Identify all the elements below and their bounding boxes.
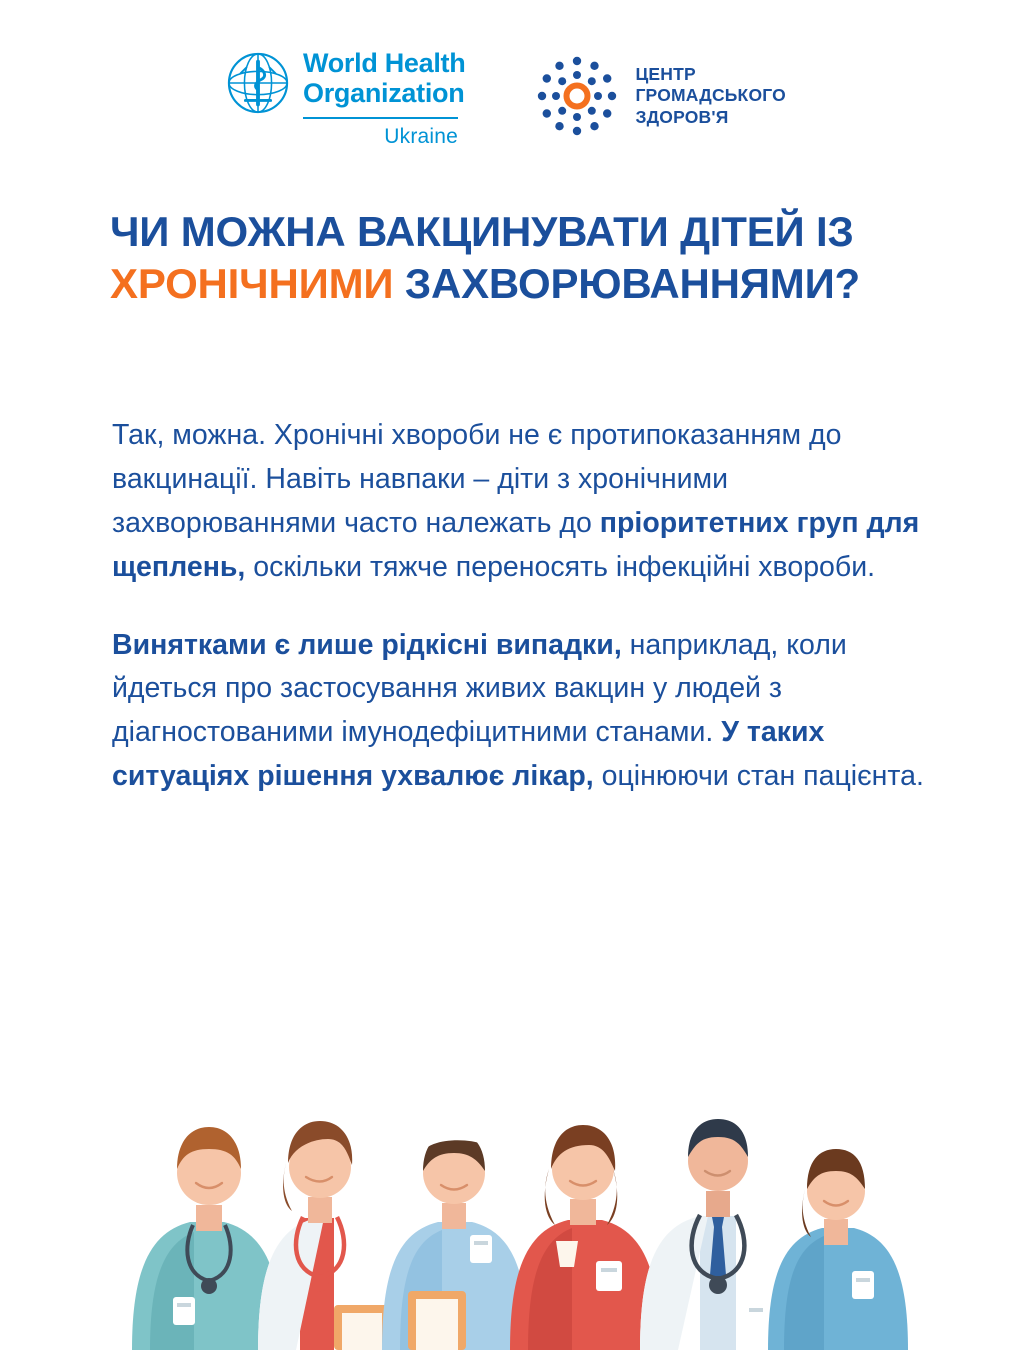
headline-accent: ХРОНІЧНИМИ — [110, 259, 394, 307]
page-title — [110, 206, 940, 309]
who-logo — [227, 48, 465, 149]
paragraph-2 — [112, 624, 942, 800]
paragraph-1 — [112, 414, 942, 590]
paragraph-2-text-b: наприклад, коли йдеться про застосування живих вакцин у людей з діагностованими імунодефіцитними станами. — [112, 628, 847, 749]
group-of-medical-workers-illustration — [0, 1065, 1013, 1350]
who-wordmark — [303, 48, 465, 149]
paragraph-2-text-d: оцінюючи стан пацієнта. — [593, 760, 924, 793]
who-title-line-1: World Health — [303, 48, 466, 78]
phc-line-2: ГРОМАДСЬКОГО — [635, 85, 786, 106]
public-health-center-logo — [535, 54, 786, 138]
who-country-label: Ukraine — [384, 124, 459, 148]
public-health-center-dots-icon — [535, 54, 619, 138]
phc-line-3: ЗДОРОВ'Я — [635, 106, 729, 127]
phc-line-1: ЦЕНТР — [635, 63, 696, 84]
paragraph-2-bold-c: У таких ситуаціях рішення ухвалює лікар, — [112, 716, 825, 793]
nurse-blue-scrubs-cap — [382, 1125, 528, 1350]
paragraph-1-text-a: Так, можна. Хронічні хвороби не є протипоказанням до вакцинації. Навіть навпаки – діти з хронічними захворюваннями часто належать до — [112, 419, 842, 539]
paragraph-1-text-c: оскільки тяжче переносять інфекційні хвороби. — [245, 550, 876, 583]
public-health-center-wordmark — [635, 64, 786, 128]
who-title-line-2: Organization — [303, 78, 465, 109]
headline-part-1: ЧИ МОЖНА ВАКЦИНУВАТИ ДІТЕЙ ІЗ — [110, 208, 854, 255]
medic-blue-scrubs — [768, 1149, 908, 1350]
paragraph-1-bold: пріоритетних груп для щеплень, — [112, 506, 920, 583]
headline-part-2: ЗАХВОРЮВАННЯМИ? — [393, 259, 861, 307]
who-divider — [303, 117, 458, 119]
body-text — [112, 414, 942, 799]
medic-red-uniform-clipboard — [510, 1125, 660, 1350]
who-emblem-icon — [227, 52, 289, 114]
paragraph-2-bold-a: Винятками є лише рідкісні випадки, — [112, 628, 622, 661]
logo-bar — [0, 48, 1013, 168]
